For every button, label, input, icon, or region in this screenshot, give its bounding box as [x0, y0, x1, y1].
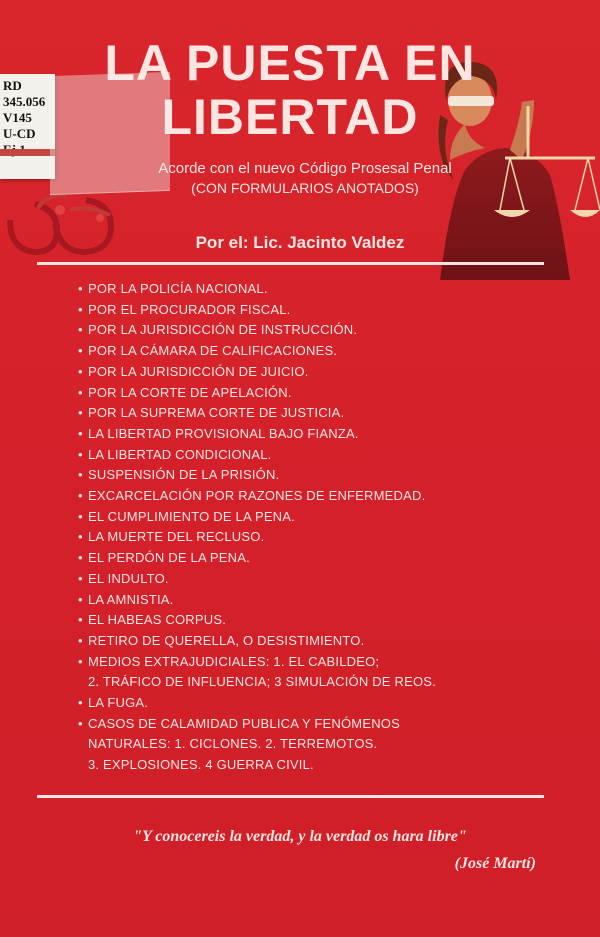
bullet-icon: •	[78, 570, 83, 586]
list-item: • SUSPENSIÓN DE LA PRISIÓN.	[78, 465, 558, 486]
list-item: • POR LA SUPREMA CORTE DE JUSTICIA.	[78, 403, 558, 424]
bullet-icon: •	[78, 405, 83, 421]
list-item: • CASOS DE CALAMIDAD PUBLICA Y FENÓMENOS	[78, 714, 558, 735]
list-item: • POR LA JURISDICCIÓN DE INSTRUCCIÓN.	[78, 320, 558, 341]
bullet-icon: •	[78, 591, 83, 607]
list-item: • MEDIOS EXTRAJUDICIALES: 1. EL CABILDEO;	[78, 652, 558, 673]
epigraph-quote: "Y conocereis la verdad, y la verdad os hara libre"	[133, 828, 467, 845]
bullet-icon: •	[78, 363, 83, 379]
epigraph-author: (José Martí)	[454, 855, 536, 872]
cover-title-line-2: LIBERTAD	[161, 89, 419, 145]
list-item: • EL INDULTO.	[78, 569, 558, 590]
list-item: • RETIRO DE QUERELLA, O DESISTIMIENTO.	[78, 631, 558, 652]
list-item: • LA LIBERTAD PROVISIONAL BAJO FIANZA.	[78, 424, 558, 445]
cover-subtitle-note: (CON FORMULARIOS ANOTADOS)	[191, 180, 419, 196]
contents-list	[78, 279, 558, 776]
bullet-icon: •	[78, 384, 83, 400]
bullet-icon: •	[78, 612, 83, 628]
list-item: • LA AMNISTIA.	[78, 590, 558, 611]
bullet-icon: •	[78, 550, 83, 566]
bullet-icon: •	[78, 281, 83, 296]
list-item: • POR LA JURISDICCIÓN DE JUICIO.	[78, 362, 558, 383]
list-item: • EXCARCELACIÓN POR RAZONES DE ENFERMEDAD.	[78, 486, 558, 507]
list-item-continuation: NATURALES: 1. CICLONES. 2. TERREMOTOS.	[88, 736, 378, 752]
cover-author: Por el: Lic. Jacinto Valdez	[195, 233, 405, 252]
bullet-icon: •	[78, 715, 83, 731]
list-item: • LA MUERTE DEL RECLUSO.	[78, 527, 558, 548]
list-item-continuation: 2. TRÁFICO DE INFLUENCIA; 3 SIMULACIÓN DE REOS.	[88, 674, 436, 690]
bullet-icon: •	[78, 695, 83, 711]
bullet-icon: •	[78, 508, 83, 524]
top-divider	[37, 262, 544, 265]
list-item: • LA FUGA.	[78, 693, 558, 714]
bullet-icon: •	[78, 488, 83, 504]
list-item: • POR LA CÁMARA DE CALIFICACIONES.	[78, 341, 558, 362]
bullet-icon: •	[78, 301, 83, 317]
bullet-icon: •	[78, 446, 83, 462]
bullet-icon: •	[78, 632, 83, 648]
bullet-icon: •	[78, 653, 83, 669]
list-item-continuation: 3. EXPLOSIONES. 4 GUERRA CIVIL.	[88, 757, 314, 773]
list-item: • POR EL PROCURADOR FISCAL.	[78, 300, 558, 321]
list-item: • EL HABEAS CORPUS.	[78, 610, 558, 631]
call-number-text: RD 345.056 V145 U-CD	[3, 78, 46, 141]
cover-title-line-1: LA PUESTA EN	[104, 35, 476, 91]
bullet-icon: •	[78, 529, 83, 545]
list-item: • POR LA POLICÍA NACIONAL.	[78, 279, 558, 300]
bullet-icon: •	[78, 467, 83, 483]
library-call-number-label	[0, 74, 55, 179]
list-item: • EL CUMPLIMIENTO DE LA PENA.	[78, 507, 558, 528]
list-item: • LA LIBERTAD CONDICIONAL.	[78, 445, 558, 466]
list-item: • POR LA CORTE DE APELACIÓN.	[78, 383, 558, 404]
label-stripe	[0, 149, 55, 156]
list-item: • EL PERDÓN DE LA PENA.	[78, 548, 558, 569]
adhesive-tape	[50, 72, 170, 195]
bullet-icon: •	[78, 425, 83, 441]
bottom-divider	[37, 795, 544, 798]
bullet-icon: •	[78, 322, 83, 338]
bullet-icon: •	[78, 343, 83, 359]
cover-subtitle: Acorde con el nuevo Código Prosesal Penal	[158, 160, 452, 177]
